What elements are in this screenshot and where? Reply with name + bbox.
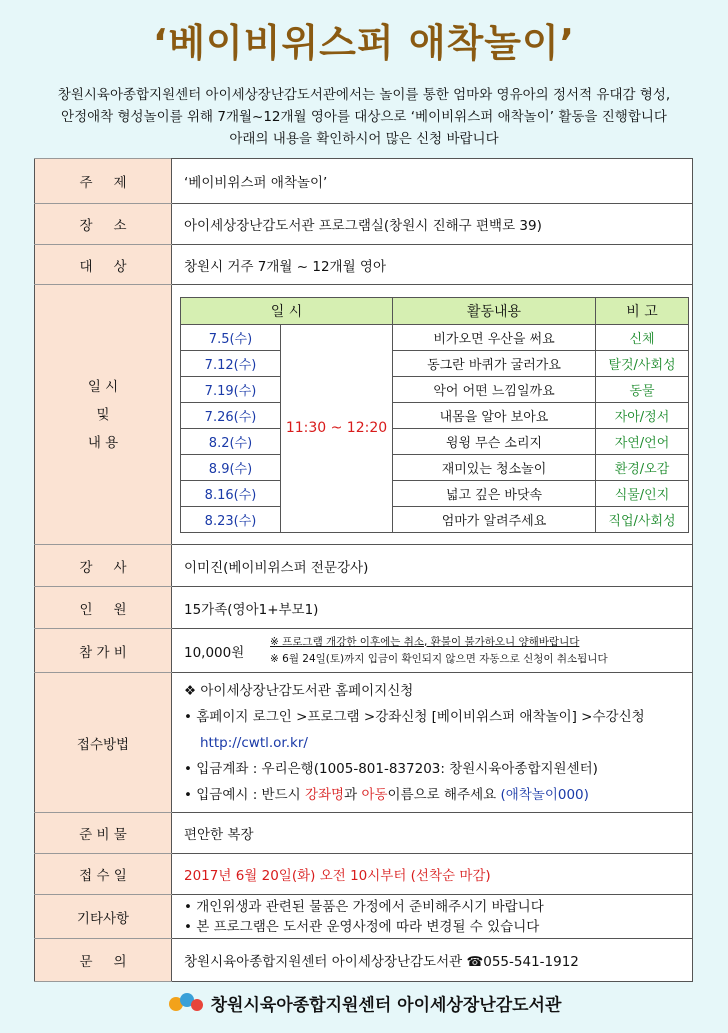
row-subject <box>35 159 693 204</box>
row-date <box>35 854 693 895</box>
schedule-activity: 비가오면 우산을 써요 <box>393 324 596 350</box>
schedule-date: 8.9(수) <box>181 454 281 480</box>
value-date: 2017년 6월 20일(화) 오전 10시부터 (선착순 마감) <box>172 854 693 895</box>
value-contact: 창원시육아종합지원센터 아이세상장난감도서관 ☎055-541-1912 <box>172 939 693 982</box>
schedule-note: 신체 <box>596 324 689 350</box>
schedule-header-note: 비 고 <box>596 297 689 324</box>
label-target: 대 상 <box>35 245 172 285</box>
poster-title: ‘베이비위스퍼 애착놀이’ <box>152 21 576 65</box>
footer <box>0 990 728 1021</box>
label-fee: 참 가 비 <box>35 629 172 673</box>
schedule-header-date: 일 시 <box>181 297 393 324</box>
value-instructor: 이미진(베이비위스퍼 전문강사) <box>172 545 693 587</box>
row-prep <box>35 813 693 854</box>
value-subject: ‘베이비위스퍼 애착놀이’ <box>172 159 693 204</box>
fee-note: ※ 프로그램 개강한 이후에는 취소, 환불이 불가하오니 양해바랍니다 <box>270 635 580 648</box>
schedule-row <box>181 376 689 402</box>
schedule-activity: 동그란 바퀴가 굴러가요 <box>393 350 596 376</box>
etc-line: • 개인위생과 관련된 물품은 가정에서 준비해주시기 바랍니다 <box>184 898 544 915</box>
label-place: 장 소 <box>35 204 172 245</box>
schedule-row <box>181 428 689 454</box>
schedule-note: 자아/정서 <box>596 402 689 428</box>
schedule-row <box>181 402 689 428</box>
schedule-activity: 넓고 깊은 바닷속 <box>393 480 596 506</box>
schedule-cell <box>172 285 693 545</box>
value-prep: 편안한 복장 <box>172 813 693 854</box>
label-prep: 준 비 물 <box>35 813 172 854</box>
schedule-activity: 엄마가 알려주세요 <box>393 506 596 532</box>
value-apply <box>172 673 693 813</box>
footer-org-name: 창원시육아종합지원센터 아이세상장난감도서관 <box>210 995 562 1016</box>
schedule-activity: 내몸을 알아 보아요 <box>393 402 596 428</box>
homepage-link[interactable]: http://cwtl.or.kr/ <box>200 734 308 751</box>
row-place <box>35 204 693 245</box>
schedule-activity: 윙윙 무슨 소리지 <box>393 428 596 454</box>
label-apply: 접수방법 <box>35 673 172 813</box>
schedule-row <box>181 480 689 506</box>
label-etc: 기타사항 <box>35 895 172 939</box>
schedule-date: 8.2(수) <box>181 428 281 454</box>
value-place: 아이세상장난감도서관 프로그램실(창원시 진해구 편백로 39) <box>172 204 693 245</box>
apply-line: • 입금예시 : 반드시 강좌명과 아동이름으로 해주세요 (애착놀이000) <box>184 786 589 803</box>
row-target <box>35 245 693 285</box>
label-schedule: 일 시 및 내 용 <box>35 285 172 545</box>
row-etc <box>35 895 693 939</box>
label-date: 접 수 일 <box>35 854 172 895</box>
schedule-row <box>181 324 689 350</box>
schedule-date: 8.16(수) <box>181 480 281 506</box>
schedule-time: 11:30 ~ 12:20 <box>281 324 393 532</box>
apply-line: • 홈페이지 로그인 >프로그램 >강좌신청 [베이비위스퍼 애착놀이] >수강신청 <box>184 708 645 725</box>
schedule-table <box>180 297 689 533</box>
schedule-row <box>181 454 689 480</box>
schedule-note: 자연/언어 <box>596 428 689 454</box>
schedule-row <box>181 350 689 376</box>
intro-line: 안정애착 형성놀이를 위해 7개월~12개월 영아를 대상으로 ‘베이비위스퍼 애착놀이’ 활동을 진행합니다 <box>61 109 667 125</box>
etc-line: • 본 프로그램은 도서관 운영사정에 따라 변경될 수 있습니다 <box>184 918 540 935</box>
center-logo-icon <box>167 990 205 1021</box>
intro-line: 창원시육아종합지원센터 아이세상장난감도서관에서는 놀이를 통한 엄마와 영유아의 정서적 유대감 형성, <box>57 87 671 103</box>
schedule-date: 7.19(수) <box>181 376 281 402</box>
fee-note: ※ 6월 24일(토)까지 입금이 확인되지 않으면 자동으로 신청이 취소됩니다 <box>270 652 608 665</box>
schedule-date: 7.12(수) <box>181 350 281 376</box>
apply-line: • 입금계좌 : 우리은행(1005-801-837203: 창원시육아종합지원센터) <box>184 760 598 777</box>
schedule-note: 동물 <box>596 376 689 402</box>
label-subject: 주 제 <box>35 159 172 204</box>
value-target: 창원시 거주 7개월 ~ 12개월 영아 <box>172 245 693 285</box>
schedule-activity: 재미있는 청소놀이 <box>393 454 596 480</box>
intro-line: 아래의 내용을 확인하시어 많은 신청 바랍니다 <box>229 131 499 147</box>
schedule-date: 8.23(수) <box>181 506 281 532</box>
value-etc <box>172 895 693 939</box>
schedule-date: 7.5(수) <box>181 324 281 350</box>
row-schedule <box>35 285 693 545</box>
schedule-activity: 악어 어떤 느낌일까요 <box>393 376 596 402</box>
row-fee <box>35 629 693 673</box>
value-fee: 10,000원 <box>184 644 245 661</box>
schedule-note: 식물/인지 <box>596 480 689 506</box>
schedule-note: 직업/사회성 <box>596 506 689 532</box>
value-fee-cell <box>172 629 693 673</box>
info-table <box>34 158 693 982</box>
schedule-header-activity: 활동내용 <box>393 297 596 324</box>
label-contact: 문 의 <box>35 939 172 982</box>
intro-text <box>0 84 728 150</box>
schedule-date: 7.26(수) <box>181 402 281 428</box>
row-members <box>35 587 693 629</box>
label-members: 인 원 <box>35 587 172 629</box>
row-apply <box>35 673 693 813</box>
row-contact <box>35 939 693 982</box>
label-instructor: 강 사 <box>35 545 172 587</box>
schedule-header <box>181 297 689 324</box>
row-instructor <box>35 545 693 587</box>
schedule-row <box>181 506 689 532</box>
value-members: 15가족(영아1+부모1) <box>172 587 693 629</box>
fee-notes <box>270 634 608 668</box>
schedule-note: 탈것/사회성 <box>596 350 689 376</box>
schedule-note: 환경/오감 <box>596 454 689 480</box>
apply-line: ❖ 아이세상장난감도서관 홈페이지신청 <box>184 682 414 699</box>
